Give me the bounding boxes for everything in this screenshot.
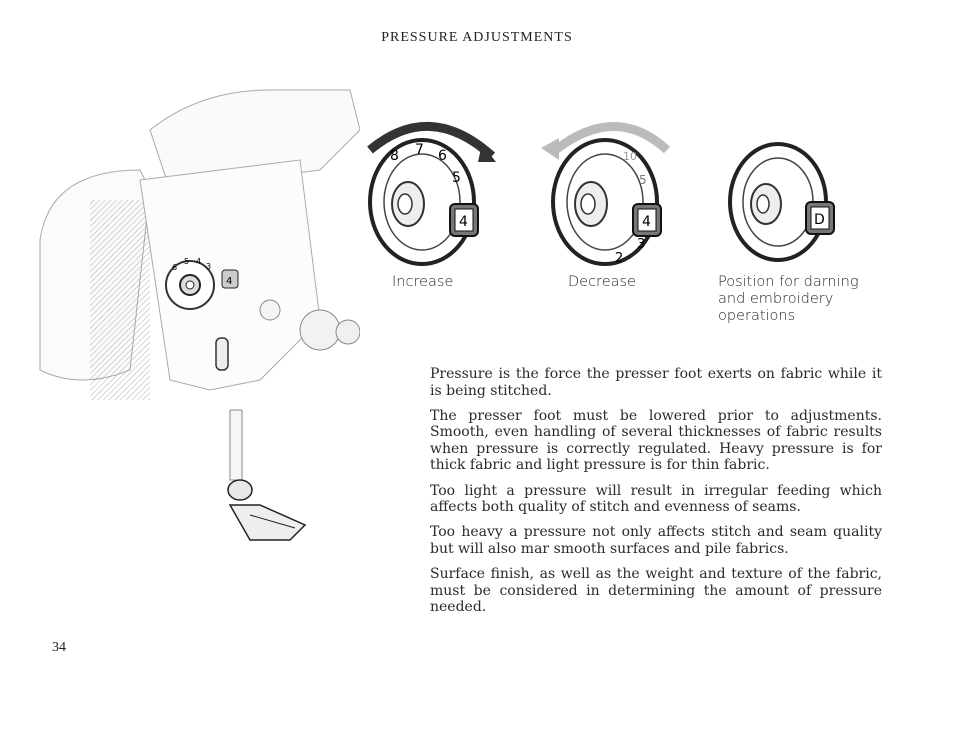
machine-dial-number: 5 — [184, 257, 190, 266]
paragraph: Pressure is the force the presser foot exerts on fabric while it is being stitched. — [430, 366, 882, 399]
dial-number: 7 — [415, 142, 424, 158]
machine-dial-number: 4 — [196, 257, 202, 266]
arrow-left-icon — [541, 138, 559, 160]
dial-number: 5 — [452, 170, 461, 186]
dial-increase-figure — [360, 110, 500, 270]
caption-increase: Increase — [392, 274, 454, 290]
dial-tab-label: 4 — [642, 214, 651, 230]
paragraph: Too heavy a pressure not only affects stitch and seam quality but will also mar smooth surfaces and pile fabrics. — [430, 524, 882, 557]
caption-line: operations — [718, 308, 796, 324]
dial-number: 2 — [615, 251, 624, 266]
dial-tab-label: 4 — [459, 214, 468, 230]
caption-line: Position for darning — [718, 274, 859, 290]
dial-tab-label: D — [814, 212, 825, 228]
paragraph: Too light a pressure will result in irregular feeding which affects both quality of stitch and evenness of seams. — [430, 482, 882, 516]
page-number: 34 — [52, 640, 66, 655]
dial-number: 6 — [438, 148, 447, 164]
machine-dial-tab-label: 4 — [226, 276, 233, 287]
paragraph: Surface finish, as well as the weight and texture of the fabric, must be considered in determining the amount of pressure needed. — [430, 565, 882, 616]
dial-number: 5 — [639, 173, 647, 187]
paragraph: The presser foot must be lowered prior to adjustments. Smooth, even handling of several thicknesses of fabric results when pressure is correctly regulated. Heavy pressure is for thick fabric and light pressure is for thin fabric. — [430, 407, 882, 474]
machine-dial-number: 3 — [206, 262, 212, 271]
body-text — [430, 366, 882, 624]
dial-number: 8 — [390, 148, 399, 164]
dial-darning-figure — [720, 120, 850, 270]
caption-decrease: Decrease — [568, 274, 636, 290]
sewing-machine-illustration — [20, 70, 360, 550]
dial-number: 3 — [637, 237, 646, 252]
caption-line: and embroidery — [718, 291, 834, 307]
machine-dial-number: 6 — [172, 263, 178, 272]
caption-darning — [718, 274, 859, 325]
page-title: PRESSURE ADJUSTMENTS — [381, 30, 573, 45]
dial-number: 10 — [623, 150, 637, 163]
dial-decrease-figure — [535, 110, 675, 270]
